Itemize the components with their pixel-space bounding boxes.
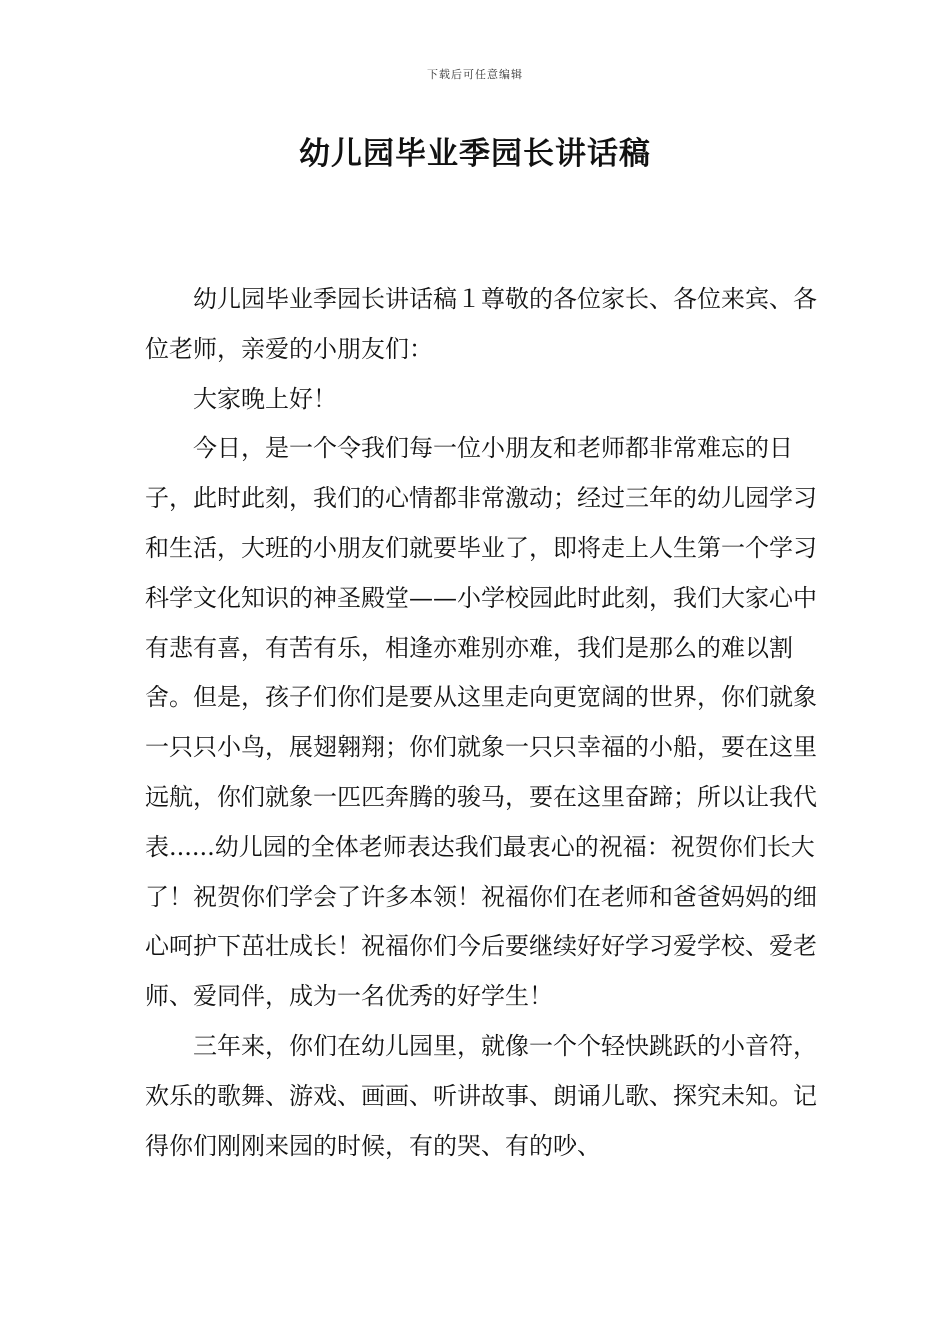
paragraph-memories: 三年来，你们在幼儿园里，就像一个个轻快跳跃的小音符，欢乐的歌舞、游戏、画画、听讲故事、朗诵儿歌、探究未知。记得你们刚刚来园的时候，有的哭、有的吵、 (145, 1031, 817, 1160)
document-title: 幼儿园毕业季园长讲话稿 (299, 136, 651, 172)
document-body (145, 275, 817, 1171)
paragraph-salutation: 大家晚上好！ (193, 384, 337, 413)
paragraph-main: 今日，是一个令我们每一位小朋友和老师都非常难忘的日子，此时此刻，我们的心情都非常激动；经过三年的幼儿园学习和生活，大班的小朋友们就要毕业了，即将走上人生第一个学习科学文化知识的神圣殿堂——小学校园此时此刻，我们大家心中有悲有喜，有苦有乐，相逢亦难别亦难，我们是那么的难以割舍。但是，孩子们你们是要从这里走向更宽阔的世界，你们就象一只只小鸟，展翅翱翔；你们就象一只只幸福的小船，要在这里远航，你们就象一匹匹奔腾的骏马，要在这里奋蹄；所以让我代表......幼儿园的全体老师表达我们最衷心的祝福：祝贺你们长大了！祝贺你们学会了许多本领！祝福你们在老师和爸爸妈妈的细心呵护下茁壮成长！祝福你们今后要继续好好学习爱学校、爱老师、爱同伴，成为一名优秀的好学生！ (145, 434, 817, 1011)
paragraph-greeting: 幼儿园毕业季园长讲话稿１尊敬的各位家长、各位来宾、各位老师，亲爱的小朋友们： (145, 285, 817, 363)
header-note: 下载后可任意编辑 (427, 68, 523, 81)
